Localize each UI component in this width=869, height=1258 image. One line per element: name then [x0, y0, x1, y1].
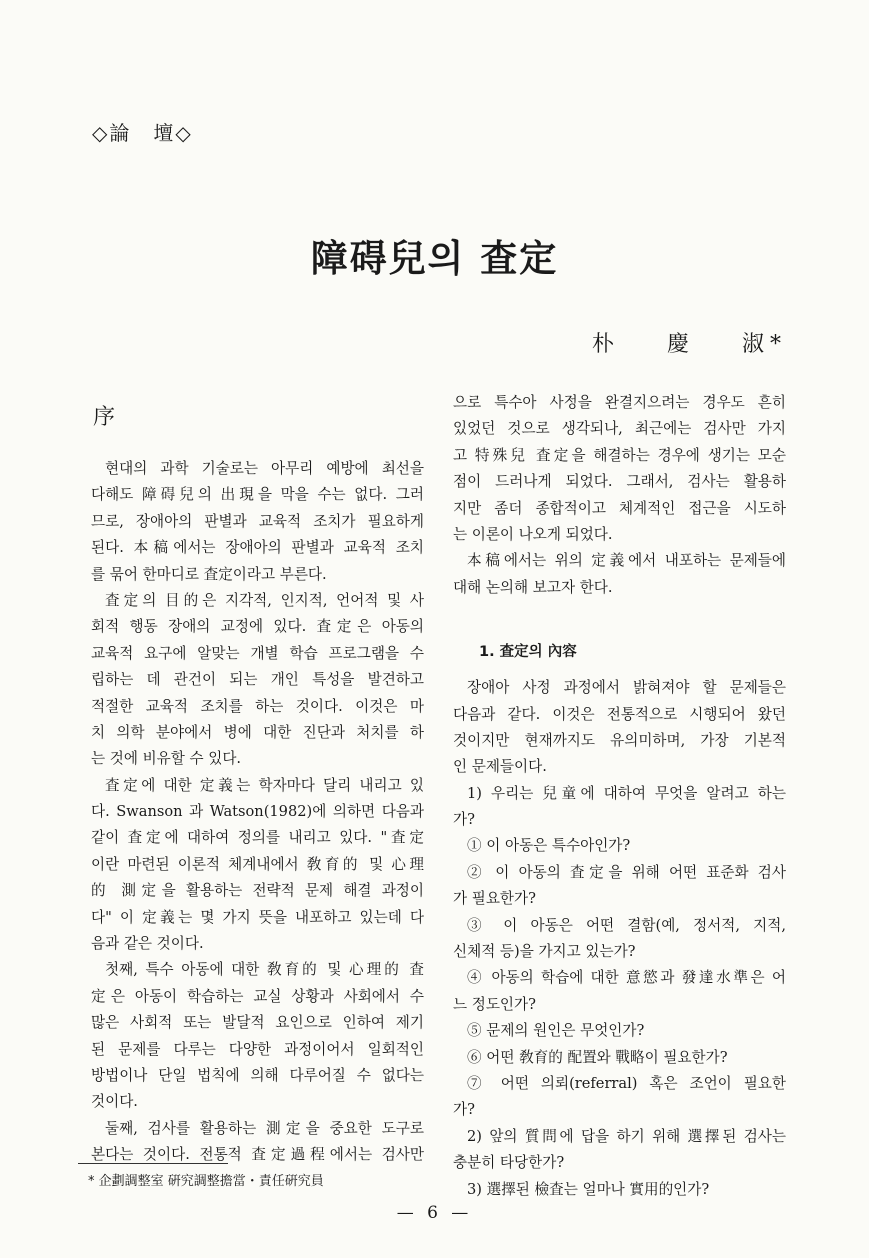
- text-line: 를 묶어 한마디로 査定이라고 부른다.: [91, 565, 327, 583]
- text-line: 定은 아동이 학습하는 교실 상황과 사회에서 수: [91, 987, 424, 1005]
- section-tag: ◇論 壇◇: [92, 121, 193, 145]
- text-line: 는 것에 비유할 수 있다.: [91, 750, 242, 768]
- footnote: * 企劃調整室 硏究調整擔當・責任硏究員: [88, 1174, 324, 1189]
- list-item: ④ 아동의 학습에 대한 意慾과 發達水準은 어: [467, 969, 786, 987]
- text-line: 다음과 같다. 이것은 전통적으로 시행되어 왔던: [453, 705, 786, 723]
- page-number: — 6 —: [396, 1203, 473, 1223]
- section-heading: 1. 査定의 內容: [479, 644, 577, 661]
- text-line: 으로 특수아 사정을 완결지으려는 경우도 흔히: [453, 394, 786, 411]
- text-line: 본다는 것이다. 전통적 査定過程에서는 검사만: [91, 1146, 424, 1164]
- author-name: 朴 慶 淑*: [592, 332, 787, 357]
- text-line: 느 정도인가?: [453, 995, 536, 1013]
- text-line: 대해 논의해 보고자 한다.: [453, 578, 613, 596]
- text-line: 립하는 데 관건이 되는 개인 특성을 발견하고: [91, 671, 424, 689]
- text-line: 장애아 사정 과정에서 밝혀져야 할 문제들은: [467, 679, 786, 697]
- text-line: 的 測定을 활용하는 전략적 문제 해결 과정이: [91, 882, 424, 900]
- text-line: 둘째, 검사를 활용하는 測定을 중요한 도구로: [105, 1119, 424, 1137]
- text-line: 많은 사회적 또는 발달적 요인으로 인하여 제기: [91, 1014, 424, 1032]
- preface-heading: 序: [93, 405, 116, 430]
- text-line: 이란 마련된 이론적 체계내에서 敎育的 및 心理: [91, 855, 424, 873]
- list-item: ⑤ 문제의 원인은 무엇인가?: [467, 1022, 645, 1040]
- text-line: 것이지만 현재까지도 유의미하며, 가장 기본적: [453, 731, 786, 749]
- text-line: 인 문제들이다.: [453, 758, 547, 776]
- text-line: 가?: [453, 811, 475, 829]
- list-item: ⑥ 어떤 敎育的 配置와 戰略이 필요한가?: [467, 1048, 728, 1066]
- footnote-divider: [78, 1163, 228, 1164]
- text-line: 本稿에서는 위의 定義에서 내포하는 문제들에: [467, 552, 786, 570]
- list-item: 3) 選擇된 檢査는 얼마나 實用的인가?: [467, 1180, 710, 1198]
- list-item: ① 이 아동은 특수아인가?: [467, 837, 631, 855]
- text-line: 방법이나 단일 법칙에 의해 다루어질 수 없다는: [91, 1066, 424, 1084]
- list-item: ⑦ 어떤 의뢰(referral) 혹은 조언이 필요한: [467, 1074, 786, 1092]
- text-line: 첫째, 특수 아동에 대한 敎育的 및 心理的 査: [105, 961, 424, 979]
- text-line: 지만 좀더 종합적이고 체계적인 접근을 시도하: [453, 499, 786, 517]
- text-line: 교육적 요구에 알맞는 개별 학습 프로그램을 수: [91, 644, 424, 662]
- text-line: 는 이론이 나오게 되었다.: [453, 525, 613, 543]
- text-line: 査定에 대한 定義는 학자마다 달리 내리고 있: [105, 776, 424, 794]
- text-line: 된 문제를 다루는 다양한 과정이어서 일회적인: [91, 1040, 424, 1058]
- list-item: ② 이 아동의 査定을 위해 어떤 표준화 검사: [467, 863, 786, 881]
- article-title: 障碍兒의 査定: [310, 236, 559, 280]
- list-item: ③ 이 아동은 어떤 결함(예, 정서적, 지적,: [467, 916, 786, 934]
- text-line: 회적 행동 장애의 교정에 있다. 査定은 아동의: [91, 618, 424, 636]
- text-line: 현대의 과학 기술로는 아무리 예방에 최선을: [105, 460, 424, 477]
- text-line: 査定의 目的은 지각적, 인지적, 언어적 및 사: [105, 591, 424, 609]
- right-column: [453, 390, 786, 1203]
- list-item: 1) 우리는 兒童에 대하여 무엇을 알려고 하는: [467, 784, 786, 802]
- text-line: 가 필요한가?: [453, 890, 536, 908]
- text-line: 다해도 障碍兒의 出現을 막을 수는 없다. 그러: [91, 486, 424, 504]
- list-item: 2) 앞의 質問에 답을 하기 위해 選擇된 검사는: [467, 1127, 786, 1145]
- text-line: 치 의학 분야에서 병에 대한 진단과 처치를 하: [91, 723, 424, 741]
- text-line: 신체적 등)을 가지고 있는가?: [453, 943, 636, 961]
- text-line: 므로, 장애아의 판별과 교육적 조치가 필요하게: [91, 512, 424, 530]
- left-column: [91, 403, 424, 1169]
- text-line: 된다. 本稿에서는 장애아의 판별과 교육적 조치: [91, 539, 424, 557]
- text-line: 다" 이 定義는 몇 가지 뜻을 내포하고 있는데 다: [91, 908, 424, 926]
- text-line: 같이 査定에 대하여 정의를 내리고 있다. "査定: [91, 829, 424, 847]
- text-line: 음과 같은 것이다.: [91, 935, 204, 953]
- text-line: 다. Swanson 과 Watson(1982)에 의하면 다음과: [91, 803, 424, 821]
- text-line: 적절한 교육적 조치를 하는 것이다. 이것은 마: [91, 697, 424, 715]
- text-line: 가?: [453, 1101, 475, 1119]
- text-line: 것이다.: [91, 1093, 138, 1111]
- text-line: 고 特殊兒 査定을 해결하는 경우에 생기는 모순: [453, 446, 786, 464]
- text-line: 충분히 타당한가?: [453, 1154, 565, 1172]
- text-line: 있었던 것으로 생각되나, 최근에는 검사만 가지: [453, 420, 786, 438]
- text-line: 점이 드러나게 되었다. 그래서, 검사는 활용하: [453, 473, 786, 491]
